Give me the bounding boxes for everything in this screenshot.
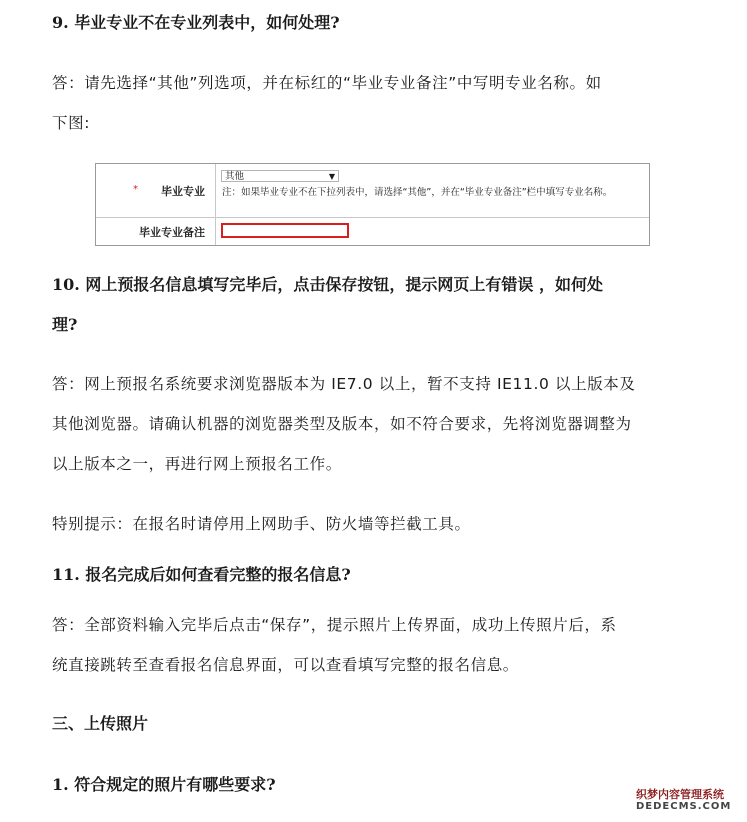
q10-title-line1: 10. 网上预报名信息填写完毕后，点击保存按钮，提示网页上有错误 ，如何处: [52, 275, 603, 294]
special-tip: 特别提示：在报名时请停用上网助手、防火墙等拦截工具。: [52, 515, 471, 533]
required-mark: *: [133, 184, 138, 195]
section3-title: 三、上传照片: [52, 714, 149, 733]
major-form-screenshot: [95, 163, 650, 246]
remark-row: [96, 217, 649, 245]
remark-input[interactable]: [221, 223, 349, 238]
q10-answer-line2: 其他浏览器。请确认机器的浏览器类型及版本，如不符合要求，先将浏览器调整为: [52, 415, 632, 433]
watermark: [636, 786, 740, 816]
q11-title: 11. 报名完成后如何查看完整的报名信息?: [52, 565, 351, 584]
watermark-line2: DEDECMS.COM: [636, 801, 732, 812]
q1-title: 1. 符合规定的照片有哪些要求?: [52, 775, 276, 794]
q9-answer-line2: 下图:: [52, 114, 91, 132]
chevron-down-icon: ▼: [328, 172, 335, 181]
q10-answer-line1: 答：网上预报名系统要求浏览器版本为 IE7.0 以上，暂不支持 IE11.0 以上版本及: [52, 375, 636, 393]
q11-answer-line1: 答：全部资料输入完毕后点击“保存”，提示照片上传界面，成功上传照片后，系: [52, 616, 617, 634]
q9-answer-line1: 答：请先选择“其他”列选项，并在标红的“毕业专业备注”中写明专业名称。如: [52, 74, 602, 92]
watermark-line1: 织梦内容管理系统: [636, 788, 724, 801]
q9-title: 9. 毕业专业不在专业列表中，如何处理?: [52, 13, 340, 32]
major-row: [96, 164, 649, 218]
q11-answer-line2: 统直接跳转至查看报名信息界面，可以查看填写完整的报名信息。: [52, 656, 519, 674]
major-select-value: 其他: [225, 171, 245, 182]
major-note: 注：如果毕业专业不在下拉列表中，请选择“其他”，并在“毕业专业备注”栏中填写专业名称。: [222, 187, 613, 198]
q10-answer-line3: 以上版本之一，再进行网上预报名工作。: [52, 455, 342, 473]
major-select[interactable]: [221, 170, 339, 182]
remark-label: 毕业专业备注: [139, 226, 205, 239]
major-label: 毕业专业: [161, 185, 205, 198]
q10-title-line2: 理?: [52, 315, 78, 334]
